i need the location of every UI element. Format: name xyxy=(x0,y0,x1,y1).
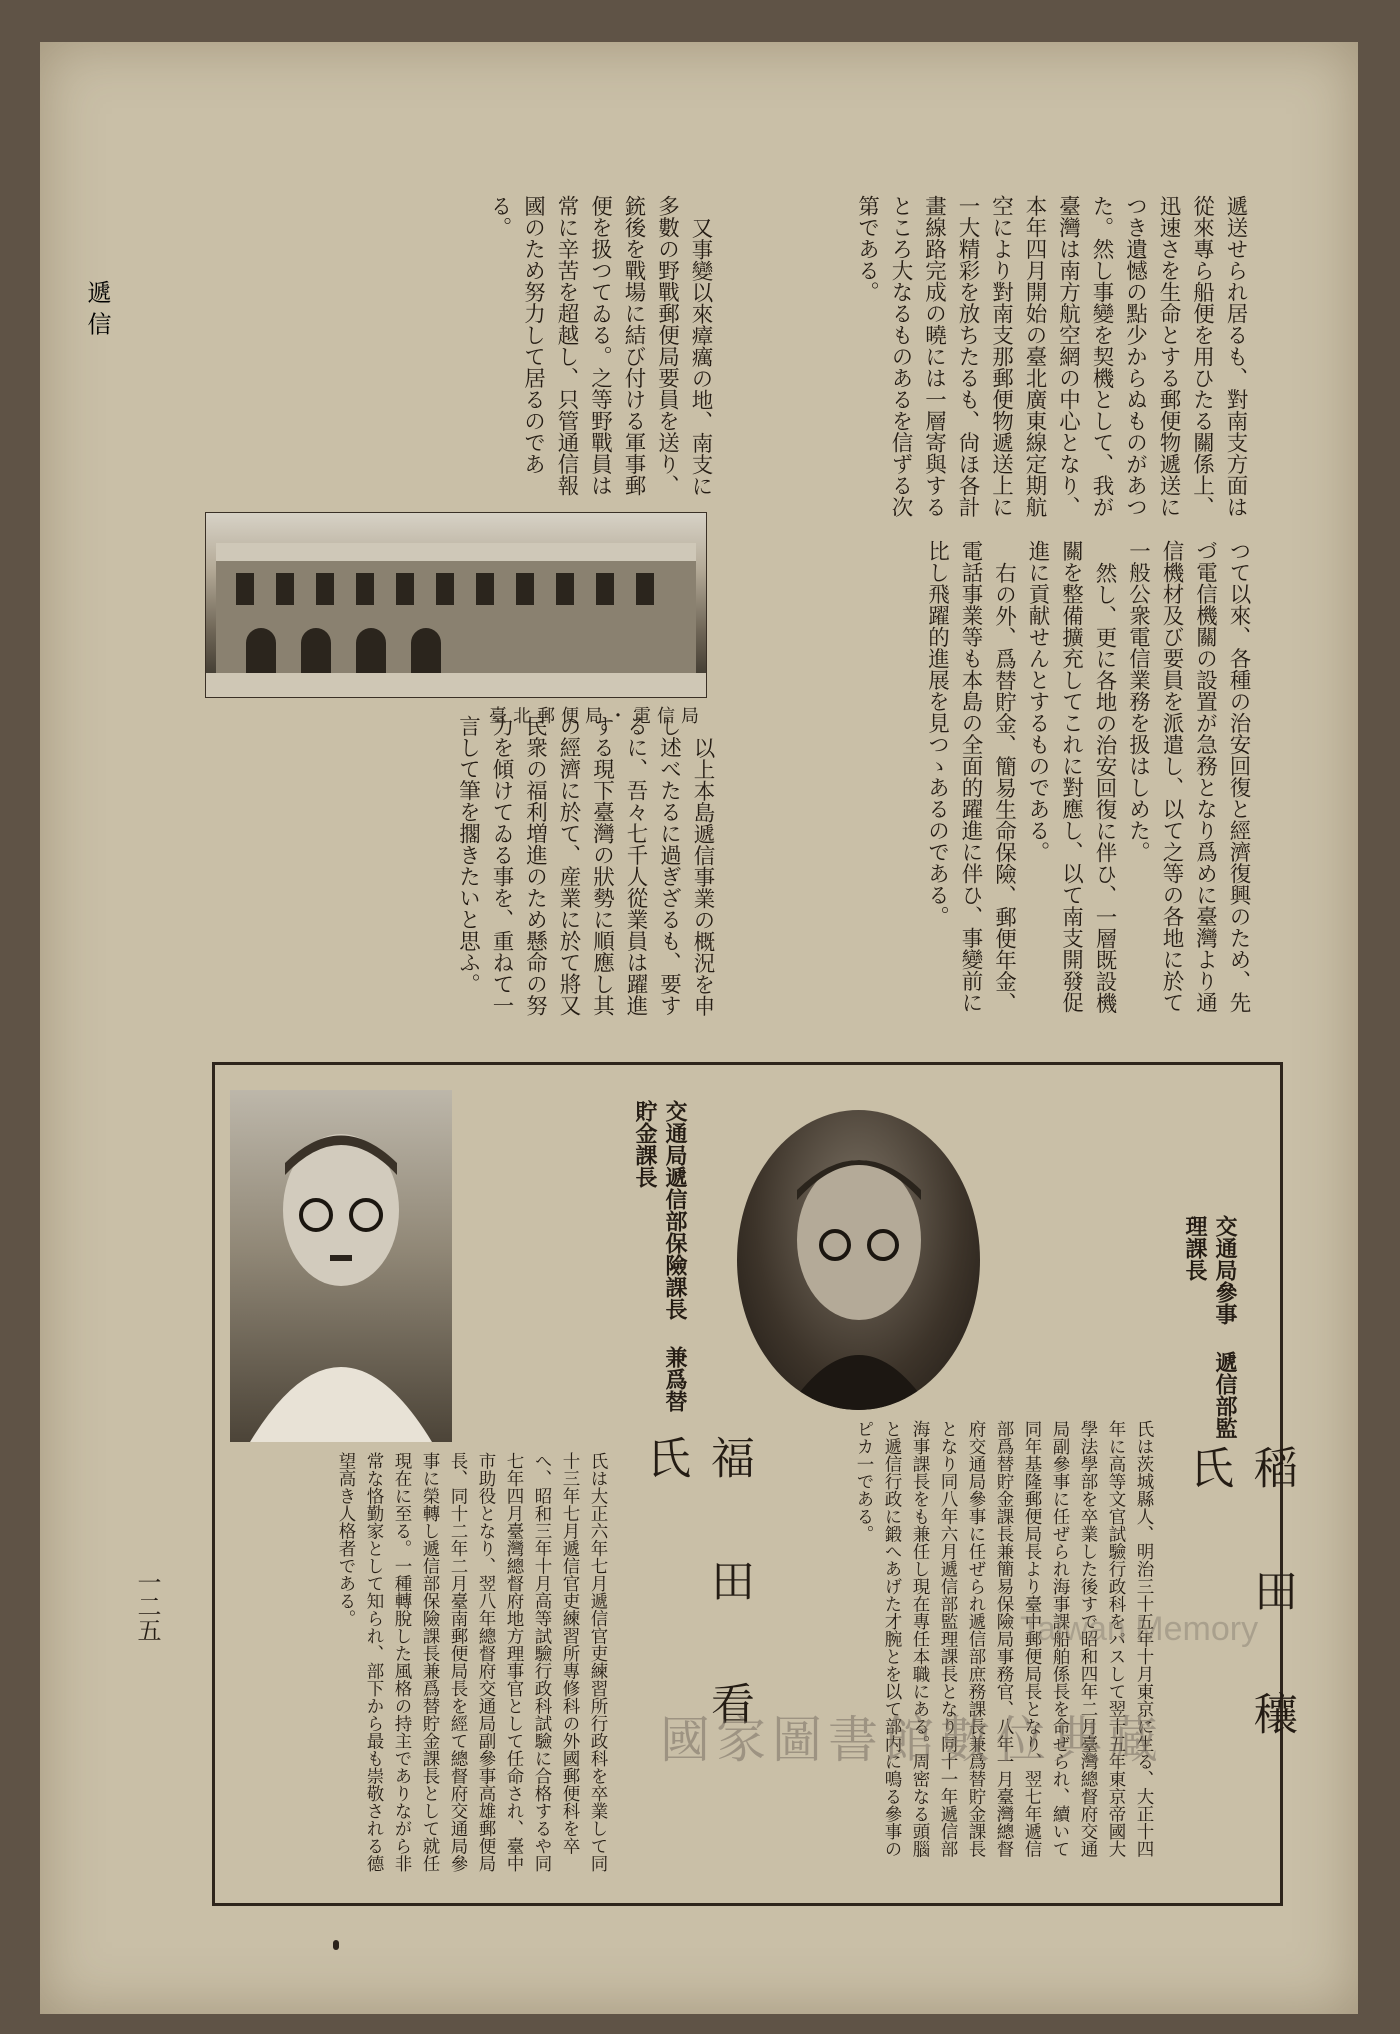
article-col-2: 又事變以來瘴癘の地、南支に多數の野戰郵便局要員を送り、銃後を戰場に結び付ける軍事郵便を扱つてゐる。之等野戰員は常に辛苦を超越し、只管通信報國のため努力して居るのである。 xyxy=(487,195,713,496)
portrait-1-figure xyxy=(737,1110,980,1410)
profile-1-name: 稻 田 穰 氏 xyxy=(1182,1445,1297,1749)
building-photo xyxy=(205,512,707,698)
photo-caption: 臺北郵便局・電信局 xyxy=(489,706,705,727)
portrait-2-figure xyxy=(230,1090,452,1442)
profile-1-bio: 氏は茨城縣人、明治三十五年十月東京に生る、大正十四年に高等文官試驗行政科をパスして翌十五年東京帝國大學法學部を卒業した後すで昭和四年二月臺灣總督府交通局副參事に任ぜられ海事課船舶係長を命ぜられ、續いて同年基隆郵便局長より臺中郵便局長となり、翌七年遞信部爲替貯金課長兼簡易保險局事務官、八年一月臺灣總督府交通局參事に任ぜられ遞信部庶務課長兼爲替貯金課長となり同八年六月遞信部監理課長となり同十一年遞信部海事課長をも兼任し現在專任本職にある。周密なる頭腦と遞信行政に鍛へあげた才腕とを以て部内に鳴る參事のピカ一である。 xyxy=(854,1420,1154,1858)
profile-1-title: 交通局參事 遞信部監理課長 xyxy=(1182,1215,1238,1439)
profile-2-bio: 氏は大正六年七月遞信官吏練習所行政科を卒業して同十三年七月遞信官吏練習所專修科の外國郵便科を卒へ、昭和三年十月高等試驗行政科試驗に合格するや同七年四月臺灣總督府地方理事官として任命され、臺中市助役となり、翌八年總督府交通局副參事高雄郵便局長、同十二年二月臺南郵便局長を經て總督府交通局參事に榮轉し遞信部保險課長兼爲替貯金課長として就任現在に至る。一種轉脫した風格の持主でありながら非常な恪勤家として知られ、部下から最も崇敬される德望高き人格者である。 xyxy=(336,1452,608,1872)
building-illustration xyxy=(206,513,706,697)
article-col-4: つて以來、各種の治安回復と經濟復興のため、先づ電信機關の設置が急務となり爲めに臺灣より通信機材及び要員を派遣し、以て之等の各地に於て一般公衆電信業務を扱はしめた。 然し、更に各地の治安回復に伴ひ、一層既設機關を整備擴充してこれに對應し、以て南支開發促進に貢献せんとするものである。 右の外、爲替貯金、簡易生命保險、郵便年金、電話事業等も本島の全面的躍進に伴ひ、事變前に比し飛躍的進展を見つゝあるのである。 xyxy=(924,540,1251,1013)
article-col-1: 遞送せられ居るも、對南支方面は從來專ら船便を用ひたる關係上、迅速さを生命とする郵便物遞送につき遺憾の點少からぬものがあつた。然し事變を契機として、我が臺灣は南方航空網の中心となり、本年四月開始の臺北廣東線定期航空により對南支那郵便物遞送上に一大精彩を放ちたるも、尙ほ各計畫線路完成の曉には一層寄與するところ大なるものあるを信ずる次第である。 xyxy=(854,195,1248,518)
header-title: 遞 信 xyxy=(83,280,111,336)
portrait-1 xyxy=(737,1110,980,1410)
profile-2-name: 福 田 看 氏 xyxy=(639,1435,754,1739)
portrait-2 xyxy=(230,1090,452,1442)
archive-watermark: 國家圖書館數位典藏 xyxy=(660,1711,1164,1769)
running-header xyxy=(80,280,115,1540)
page-number: 一二五 xyxy=(133,1570,161,1642)
archive-watermark-en: Taiwan Memory xyxy=(1020,1610,1259,1648)
article-col-7: 以上本島遞信事業の概況を申し述べたるに過ぎざるも、要するに、吾々七千人從業員は躍進する現下臺灣の狀勢に順應し其の經濟に於て、産業に於て將又民衆の福利増進のため懸命の努力を傾けてゐる事を、重ねて一言して筆を擱きたいと思ふ。 xyxy=(455,715,715,1016)
profile-2-title: 交通局遞信部保險課長 兼爲替貯金課長 xyxy=(632,1100,688,1412)
ink-mark xyxy=(333,1940,339,1950)
